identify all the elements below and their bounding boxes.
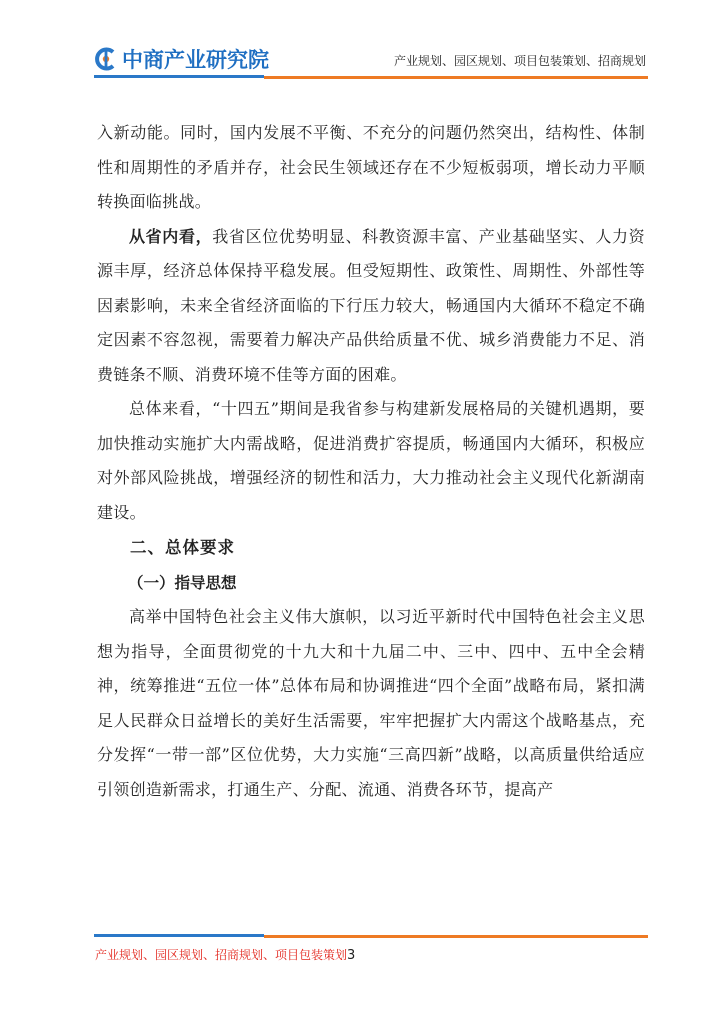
- header-rule-orange: [264, 76, 648, 79]
- header-slogan: 产业规划、园区规划、项目包装策划、招商规划: [393, 54, 646, 68]
- paragraph-province: [97, 220, 645, 393]
- page-number: 3: [347, 948, 356, 963]
- logo-mark-icon: [94, 47, 118, 71]
- page-header: [0, 0, 724, 82]
- footer-text: 产业规划、园区规划、招商规划、项目包装策划: [95, 948, 348, 962]
- footer-rule-blue: [94, 934, 264, 937]
- paragraph-overall: 总体来看，“十四五”期间是我省参与构建新发展格局的关键机遇期，要加快推动实施扩大内需战略，促进消费扩容提质，畅通国内大循环，积极应对外部风险挑战，增强经济的韧性和活力，大力推动社会主义现代化新湖南建设。: [97, 399, 645, 522]
- subsection-heading: （一）指导思想: [128, 574, 237, 592]
- document-body: [97, 116, 645, 807]
- page-footer: [95, 946, 355, 963]
- paragraph-text: 我省区位优势明显、科教资源丰富、产业基础坚实、人力资源丰厚，经济总体保持平稳发展。但受短期性、政策性、周期性、外部性等因素影响，未来全省经济面临的下行压力较大，畅通国内大循环不稳定不确定因素不容忽视，需要着力解决产品供给质量不优、城乡消费能力不足、消费链条不顺、消费环境不佳等方面的困难。: [97, 226, 645, 384]
- footer-rule-orange: [264, 935, 648, 938]
- paragraph-lead: 从省内看，: [129, 226, 213, 246]
- section-heading: 二、总体要求: [130, 538, 235, 557]
- logo: [94, 42, 269, 76]
- header-rule-blue: [94, 75, 264, 78]
- paragraph-continuation: 入新动能。同时，国内发展不平衡、不充分的问题仍然突出，结构性、体制性和周期性的矛盾并存，社会民生领域还存在不少短板弱项，增长动力平顺转换面临挑战。: [97, 123, 645, 211]
- paragraph-guiding-thought: 高举中国特色社会主义伟大旗帜，以习近平新时代中国特色社会主义思想为指导，全面贯彻党的十九大和十九届二中、三中、四中、五中全会精神，统筹推进“五位一体”总体布局和协调推进“四个全面”战略布局，紧扣满足人民群众日益增长的美好生活需要，牢牢把握扩大内需这个战略基点，充分发挥“一带一部”区位优势，大力实施“三高四新”战略，以高质量供给适应引领创造新需求，打通生产、分配、流通、消费各环节，提高产: [97, 607, 645, 799]
- logo-text: 中商产业研究院: [122, 48, 269, 72]
